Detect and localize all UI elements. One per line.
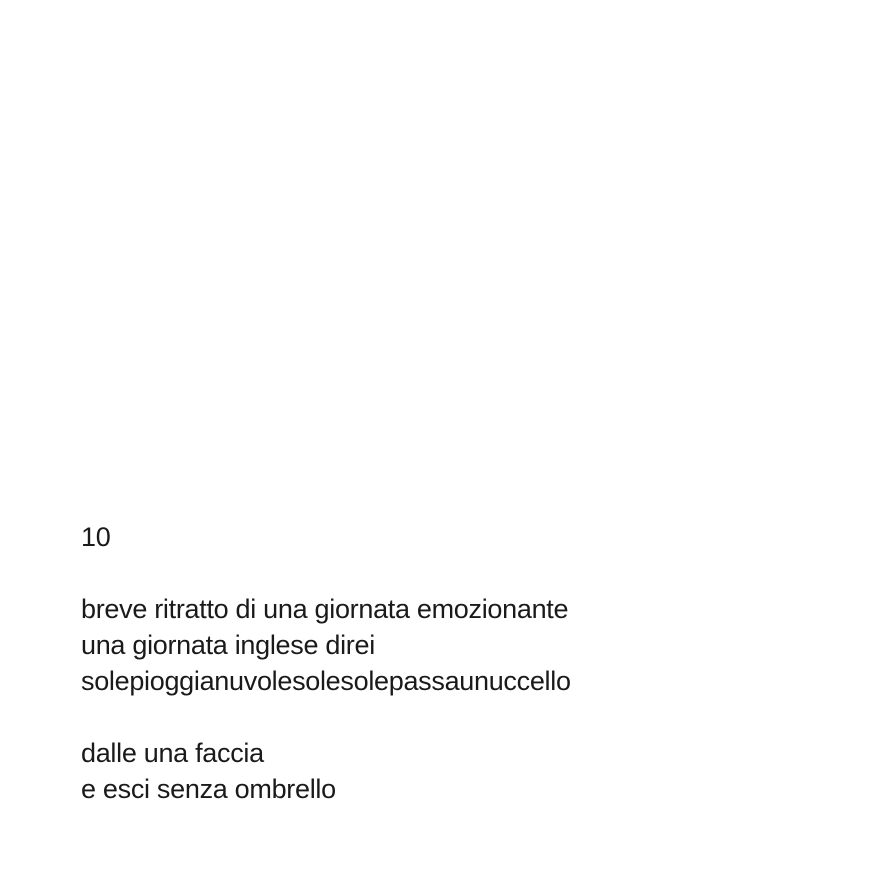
poem-number: 10 bbox=[81, 522, 111, 552]
poem bbox=[81, 519, 841, 807]
poem-line: solepioggianuvolesolesolepassaunuccello bbox=[81, 666, 571, 696]
stanza-gap bbox=[81, 699, 841, 735]
poem-line: e esci senza ombrello bbox=[81, 774, 336, 804]
stanza-gap bbox=[81, 555, 841, 591]
poem-line: una giornata inglese direi bbox=[81, 630, 375, 660]
poem-line: dalle una faccia bbox=[81, 738, 264, 768]
poem-line: breve ritratto di una giornata emozionante bbox=[81, 594, 569, 624]
